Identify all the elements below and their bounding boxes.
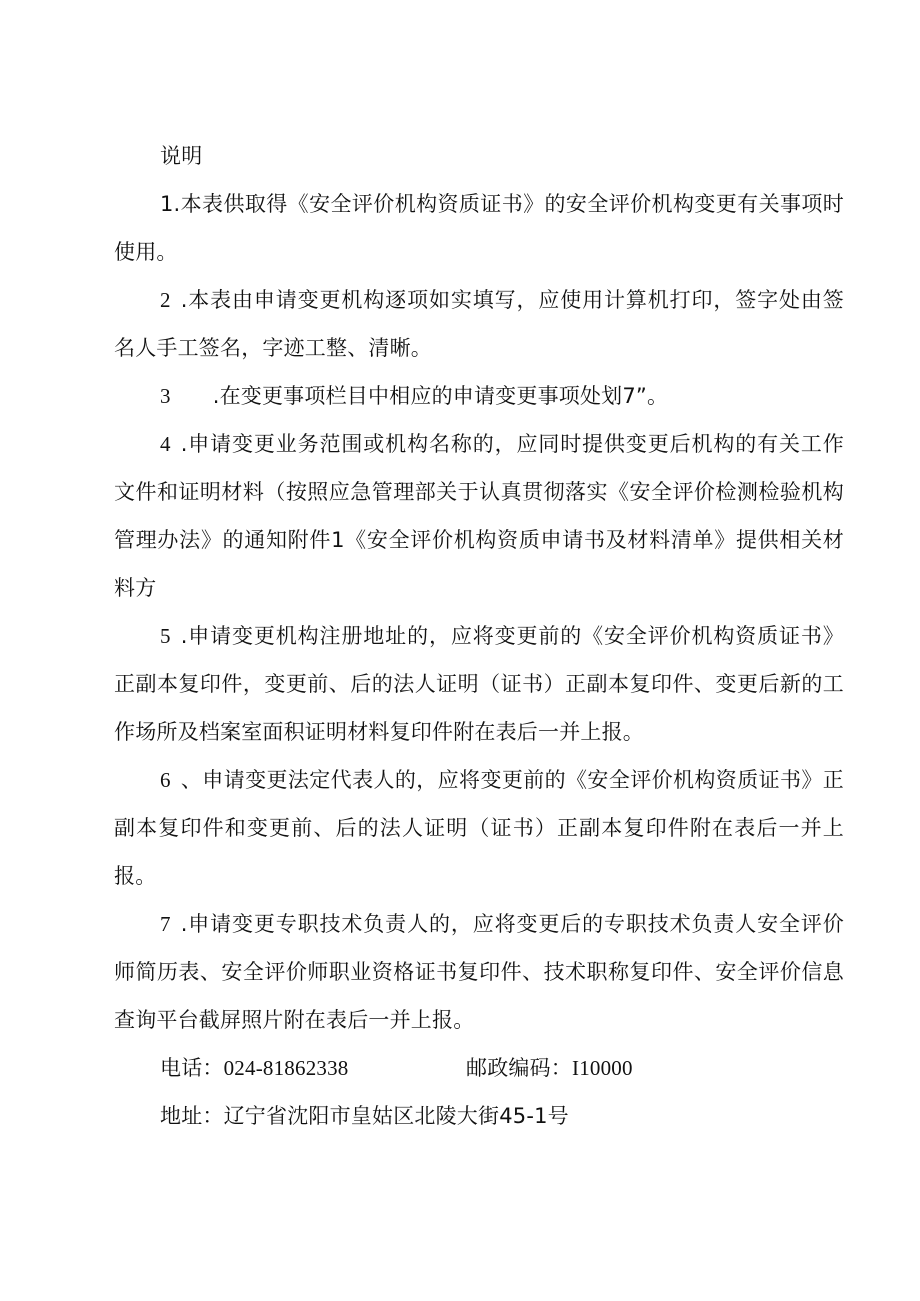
phone-postal-row — [114, 1044, 844, 1092]
postal-label: 邮政编码： — [466, 1056, 572, 1080]
note-number: 7 — [160, 912, 171, 936]
note-item-1 — [114, 180, 844, 276]
document-heading: 说明 — [160, 144, 203, 168]
note-number: 6 — [160, 768, 171, 792]
note-number: 2 — [160, 288, 171, 312]
address-value: 辽宁省沈阳市皇姑区北陵大街45-1号 — [223, 1104, 569, 1128]
note-text: .本表由申请变更机构逐项如实填写，应使用计算机打印，签字处由签名人手工签名，字迹工整、清晰。 — [114, 288, 844, 360]
note-item-7 — [114, 900, 844, 1044]
note-item-2 — [114, 276, 844, 372]
note-text: .申请变更专职技术负责人的，应将变更后的专职技术负责人安全评价师简历表、安全评价师职业资格证书复印件、技术职称复印件、安全评价信息查询平台截屏照片附在表后一并上报。 — [114, 912, 844, 1032]
postal-code-group — [466, 1044, 633, 1092]
note-text: 、申请变更法定代表人的，应将变更前的《安全评价机构资质证书》正副本复印件和变更前、后的法人证明（证书）正副本复印件附在表后一并上报。 — [114, 768, 844, 888]
address-label: 地址： — [160, 1104, 224, 1128]
note-number: 5 — [160, 624, 171, 648]
postal-value: I10000 — [572, 1056, 633, 1080]
note-text: .申请变更业务范围或机构名称的，应同时提供变更后机构的有关工作文件和证明材料（按照应急管理部关于认真贯彻落实《安全评价检测检验机构管理办法》的通知附件1《安全评价机构资质申请书及材料清单》提供相关材料方 — [114, 432, 844, 600]
note-number: 4 — [160, 432, 171, 456]
note-text: .申请变更机构注册地址的，应将变更前的《安全评价机构资质证书》正副本复印件，变更前、后的法人证明（证书）正副本复印件、变更后新的工作场所及档案室面积证明材料复印件附在表后一并上报。 — [114, 624, 844, 744]
note-item-4 — [114, 420, 844, 612]
note-item-6 — [114, 756, 844, 900]
note-number: 3 — [160, 384, 171, 408]
address-row — [114, 1092, 844, 1140]
note-item-5 — [114, 612, 844, 756]
note-item-3 — [114, 372, 844, 420]
phone-value: 024-81862338 — [223, 1056, 349, 1080]
document-body — [114, 132, 844, 1140]
phone-label: 电话： — [160, 1056, 224, 1080]
note-text: .在变更事项栏目中相应的申请变更事项处划7”。 — [212, 384, 669, 408]
note-text: 1.本表供取得《安全评价机构资质证书》的安全评价机构变更有关事项时使用。 — [114, 192, 844, 264]
